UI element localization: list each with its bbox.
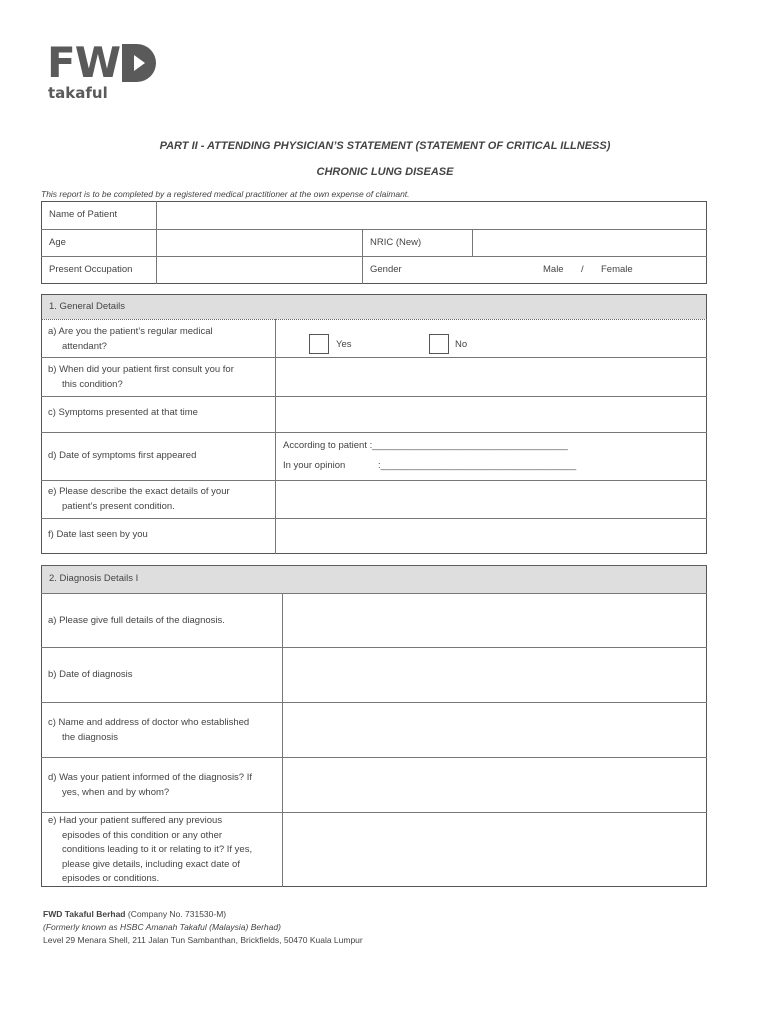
- q1c-field[interactable]: [276, 397, 706, 432]
- q1a-yes-label: Yes: [336, 339, 352, 350]
- q2e-label: e) Had your patient suffered any previous episodes of this condition or any other conditions leading to it or relating to it? If yes, please give details, including exact date of episodes or conditions.: [48, 815, 253, 884]
- q1f-label: f) Date last seen by you: [48, 529, 148, 540]
- gender-female-option[interactable]: Female: [601, 264, 633, 275]
- divider: [362, 229, 363, 284]
- q2b-field[interactable]: [283, 648, 706, 702]
- name-of-patient-label: Name of Patient: [49, 209, 118, 220]
- divider: [41, 432, 707, 433]
- q2c-label: c) Name and address of doctor who established the diagnosis: [48, 717, 250, 743]
- divider: [41, 319, 707, 320]
- q2d-label: d) Was your patient informed of the diagnosis? If yes, when and by whom?: [48, 772, 253, 798]
- q1a-no-label: No: [455, 339, 468, 350]
- form-subtitle: CHRONIC LUNG DISEASE: [316, 166, 454, 178]
- q2d-field[interactable]: [283, 758, 706, 812]
- form-note: This report is to be completed by a registered medical practitioner at the own expense of claimant.: [41, 189, 410, 199]
- q1d-label: d) Date of symptoms first appeared: [48, 450, 197, 461]
- occupation-field[interactable]: [157, 257, 362, 283]
- q1e-field[interactable]: [276, 481, 706, 518]
- occupation-label: Present Occupation: [49, 264, 133, 275]
- q2a-label: a) Please give full details of the diagnosis.: [48, 615, 225, 626]
- q1d-according-to-patient-field[interactable]: According to patient :_____________________________________: [283, 440, 568, 451]
- age-field[interactable]: [157, 230, 362, 256]
- nric-label: NRIC (New): [370, 237, 422, 248]
- footer: [43, 908, 363, 947]
- q1b-field[interactable]: [276, 358, 706, 396]
- company-logo: [47, 38, 156, 102]
- q1e-label: e) Please describe the exact details of your patient’s present condition.: [48, 486, 230, 512]
- q1a-yes-checkbox[interactable]: [309, 334, 329, 354]
- section2-heading: 2. Diagnosis Details I: [49, 573, 139, 584]
- gender-male-option[interactable]: Male: [543, 264, 564, 275]
- footer-formerly: (Formerly known as HSBC Amanah Takaful (Malaysia) Berhad): [43, 922, 281, 932]
- footer-address: Level 29 Menara Shell, 211 Jalan Tun Sambanthan, Brickfields, 50470 Kuala Lumpur: [43, 935, 363, 945]
- logo-wordmark: FW: [47, 42, 156, 84]
- section1-heading: 1. General Details: [49, 301, 126, 312]
- q2a-field[interactable]: [283, 594, 706, 647]
- name-of-patient-field[interactable]: [157, 202, 706, 229]
- gender-separator: /: [581, 264, 584, 275]
- age-label: Age: [49, 237, 66, 248]
- footer-company: FWD Takaful Berhad: [43, 909, 126, 919]
- gender-label: Gender: [370, 264, 402, 275]
- q1f-field[interactable]: [276, 519, 706, 553]
- divider: [41, 256, 707, 257]
- logo-d-arrow-icon: [122, 44, 156, 82]
- q1a-label: a) Are you the patient’s regular medical attendant?: [48, 326, 213, 352]
- q1d-in-your-opinion-field[interactable]: :_____________________________________: [378, 460, 577, 471]
- logo-subtitle: takaful: [48, 84, 108, 102]
- q2e-field[interactable]: [283, 813, 706, 886]
- nric-field[interactable]: [473, 230, 706, 256]
- q2b-label: b) Date of diagnosis: [48, 669, 133, 680]
- footer-company-no: (Company No. 731530-M): [125, 909, 227, 919]
- q1d-in-your-opinion-label: In your opinion: [283, 460, 346, 471]
- q1a-no-checkbox[interactable]: [429, 334, 449, 354]
- q2c-field[interactable]: [283, 703, 706, 757]
- q1b-label: b) When did your patient first consult you for this condition?: [48, 364, 234, 390]
- q1c-label: c) Symptoms presented at that time: [48, 407, 198, 418]
- divider: [41, 565, 707, 566]
- form-title: PART II - ATTENDING PHYSICIAN’S STATEMENT (STATEMENT OF CRITICAL ILLNESS): [159, 140, 611, 152]
